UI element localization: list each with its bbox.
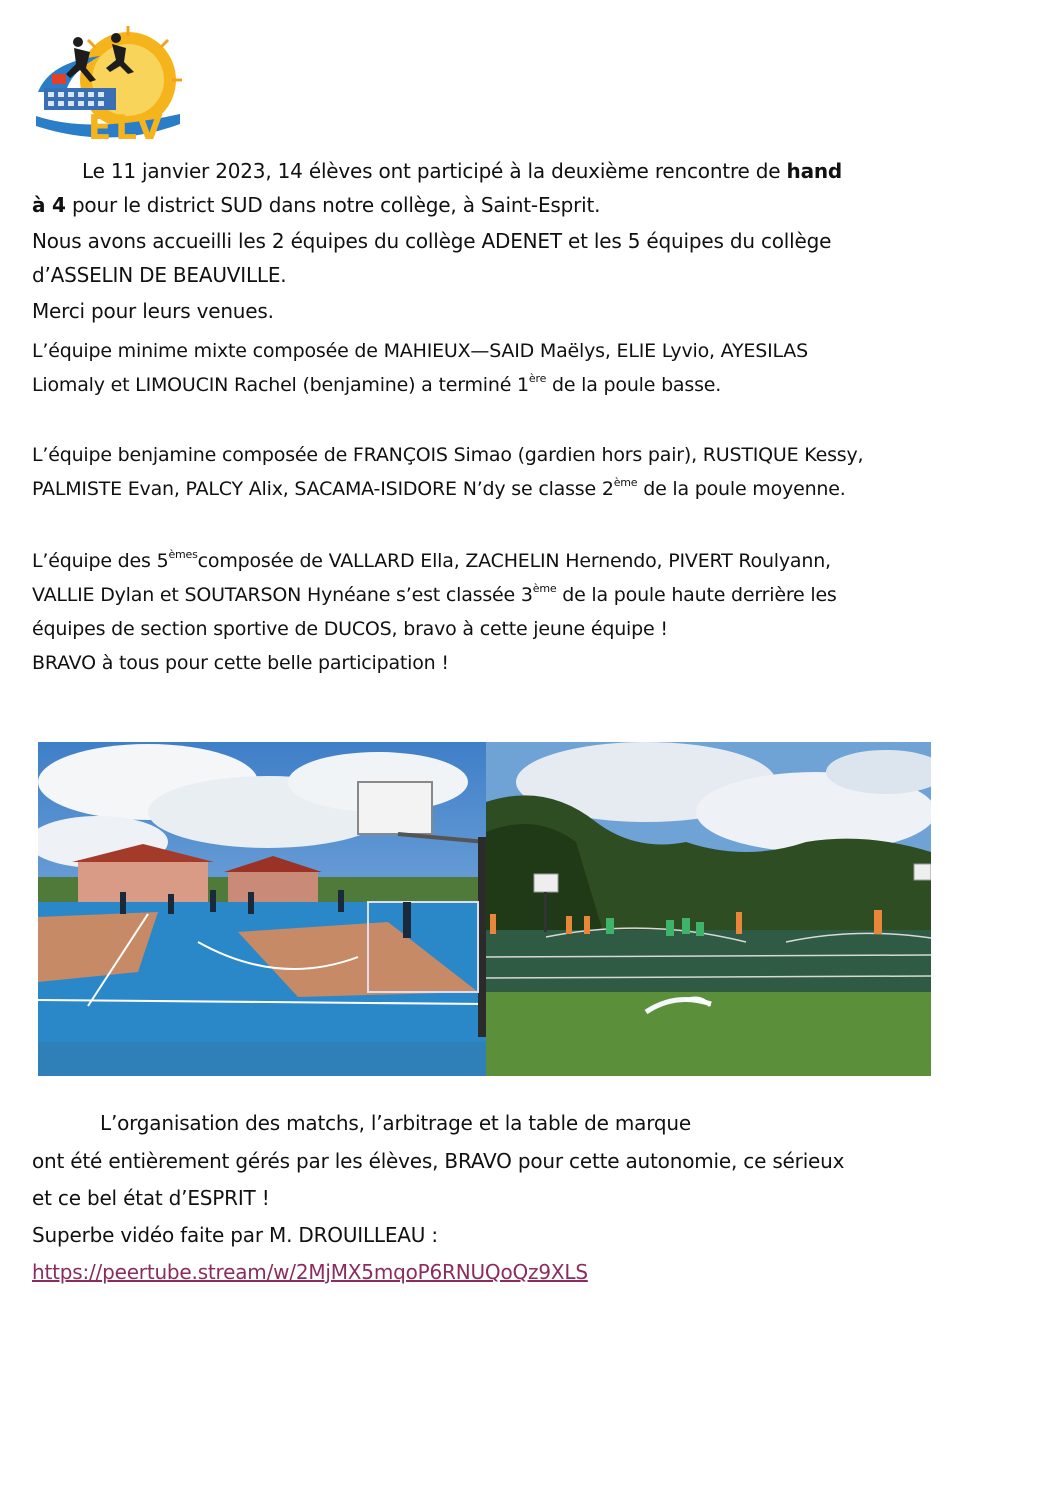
intro-line-4: d’ASSELIN DE BEAUVILLE. [32,263,287,287]
team3-superscript: ème [532,582,557,595]
blue-handball-court-image [38,742,486,1076]
team1-text: Liomaly et LIMOUCIN Rachel (benjamine) a terminé 1 [32,374,529,396]
team-minime-section [32,334,1022,402]
closing-line-4: Superbe vidéo faite par M. DROUILLEAU : [32,1223,438,1247]
team3-text: VALLIE Dylan et SOUTARSON Hynéane s’est classée 3 [32,584,533,606]
intro-line-3: Nous avons accueilli les 2 équipes du collège ADENET et les 5 équipes du collège [32,229,832,253]
school-logo [30,22,202,154]
photo-green-court [486,742,931,1076]
team-benjamine-section [32,438,1022,506]
team3-text: de la poule haute derrière les [556,584,837,606]
intro-bold-text: hand [786,159,843,183]
team3-line-4: BRAVO à tous pour cette belle participation ! [32,652,449,674]
team3-text: L’équipe des 5 [32,550,169,572]
team3-line-2 [32,578,1022,612]
intro-line-5: Merci pour leurs venues. [32,299,274,323]
team1-superscript: ère [528,372,547,385]
intro-text: pour le district SUD dans notre collège, à Saint-Esprit. [65,193,601,217]
team2-text: de la poule moyenne. [637,478,846,500]
photo-blue-court [38,742,486,1076]
team2-text: PALMISTE Evan, PALCY Alix, SACAMA-ISIDORE N’dy se classe 2 [32,478,614,500]
green-handball-court-image [486,742,931,1076]
team1-line-2 [32,368,1022,402]
intro-section [32,154,1022,328]
intro-text: Le 11 janvier 2023, 14 élèves ont participé à la deuxième rencontre de [82,159,787,183]
closing-line-3: et ce bel état d’ESPRIT ! [32,1186,270,1210]
intro-line-1 [32,154,1022,188]
closing-section [32,1106,1022,1289]
logo-letters: ELV [88,108,167,148]
team3-superscript: èmes [168,548,198,561]
closing-line-1: L’organisation des matchs, l’arbitrage et la table de marque [100,1111,691,1135]
team2-line-2 [32,472,1022,506]
closing-line-5 [32,1255,1022,1289]
intro-line-2 [32,188,1022,222]
team3-line-1 [32,544,1022,578]
team-5emes-section [32,544,1022,680]
closing-line-2: ont été entièrement gérés par les élèves, BRAVO pour cette autonomie, ce sérieux [32,1149,845,1173]
team1-line-1: L’équipe minime mixte composée de MAHIEUX—SAID Maëlys, ELIE Lyvio, AYESILAS [32,340,808,362]
team2-line-1: L’équipe benjamine composée de FRANÇOIS Simao (gardien hors pair), RUSTIQUE Kessy, [32,444,864,466]
team1-text: de la poule basse. [546,374,722,396]
intro-bold-text: à 4 [32,193,66,217]
peertube-video-link[interactable]: https://peertube.stream/w/2MjMX5mqoP6RNUQoQz9XLS [32,1260,588,1284]
team2-superscript: ème [613,476,638,489]
team3-text: composée de VALLARD Ella, ZACHELIN Hernendo, PIVERT Roulyann, [197,550,831,572]
team3-line-3: équipes de section sportive de DUCOS, bravo à cette jeune équipe ! [32,618,668,640]
